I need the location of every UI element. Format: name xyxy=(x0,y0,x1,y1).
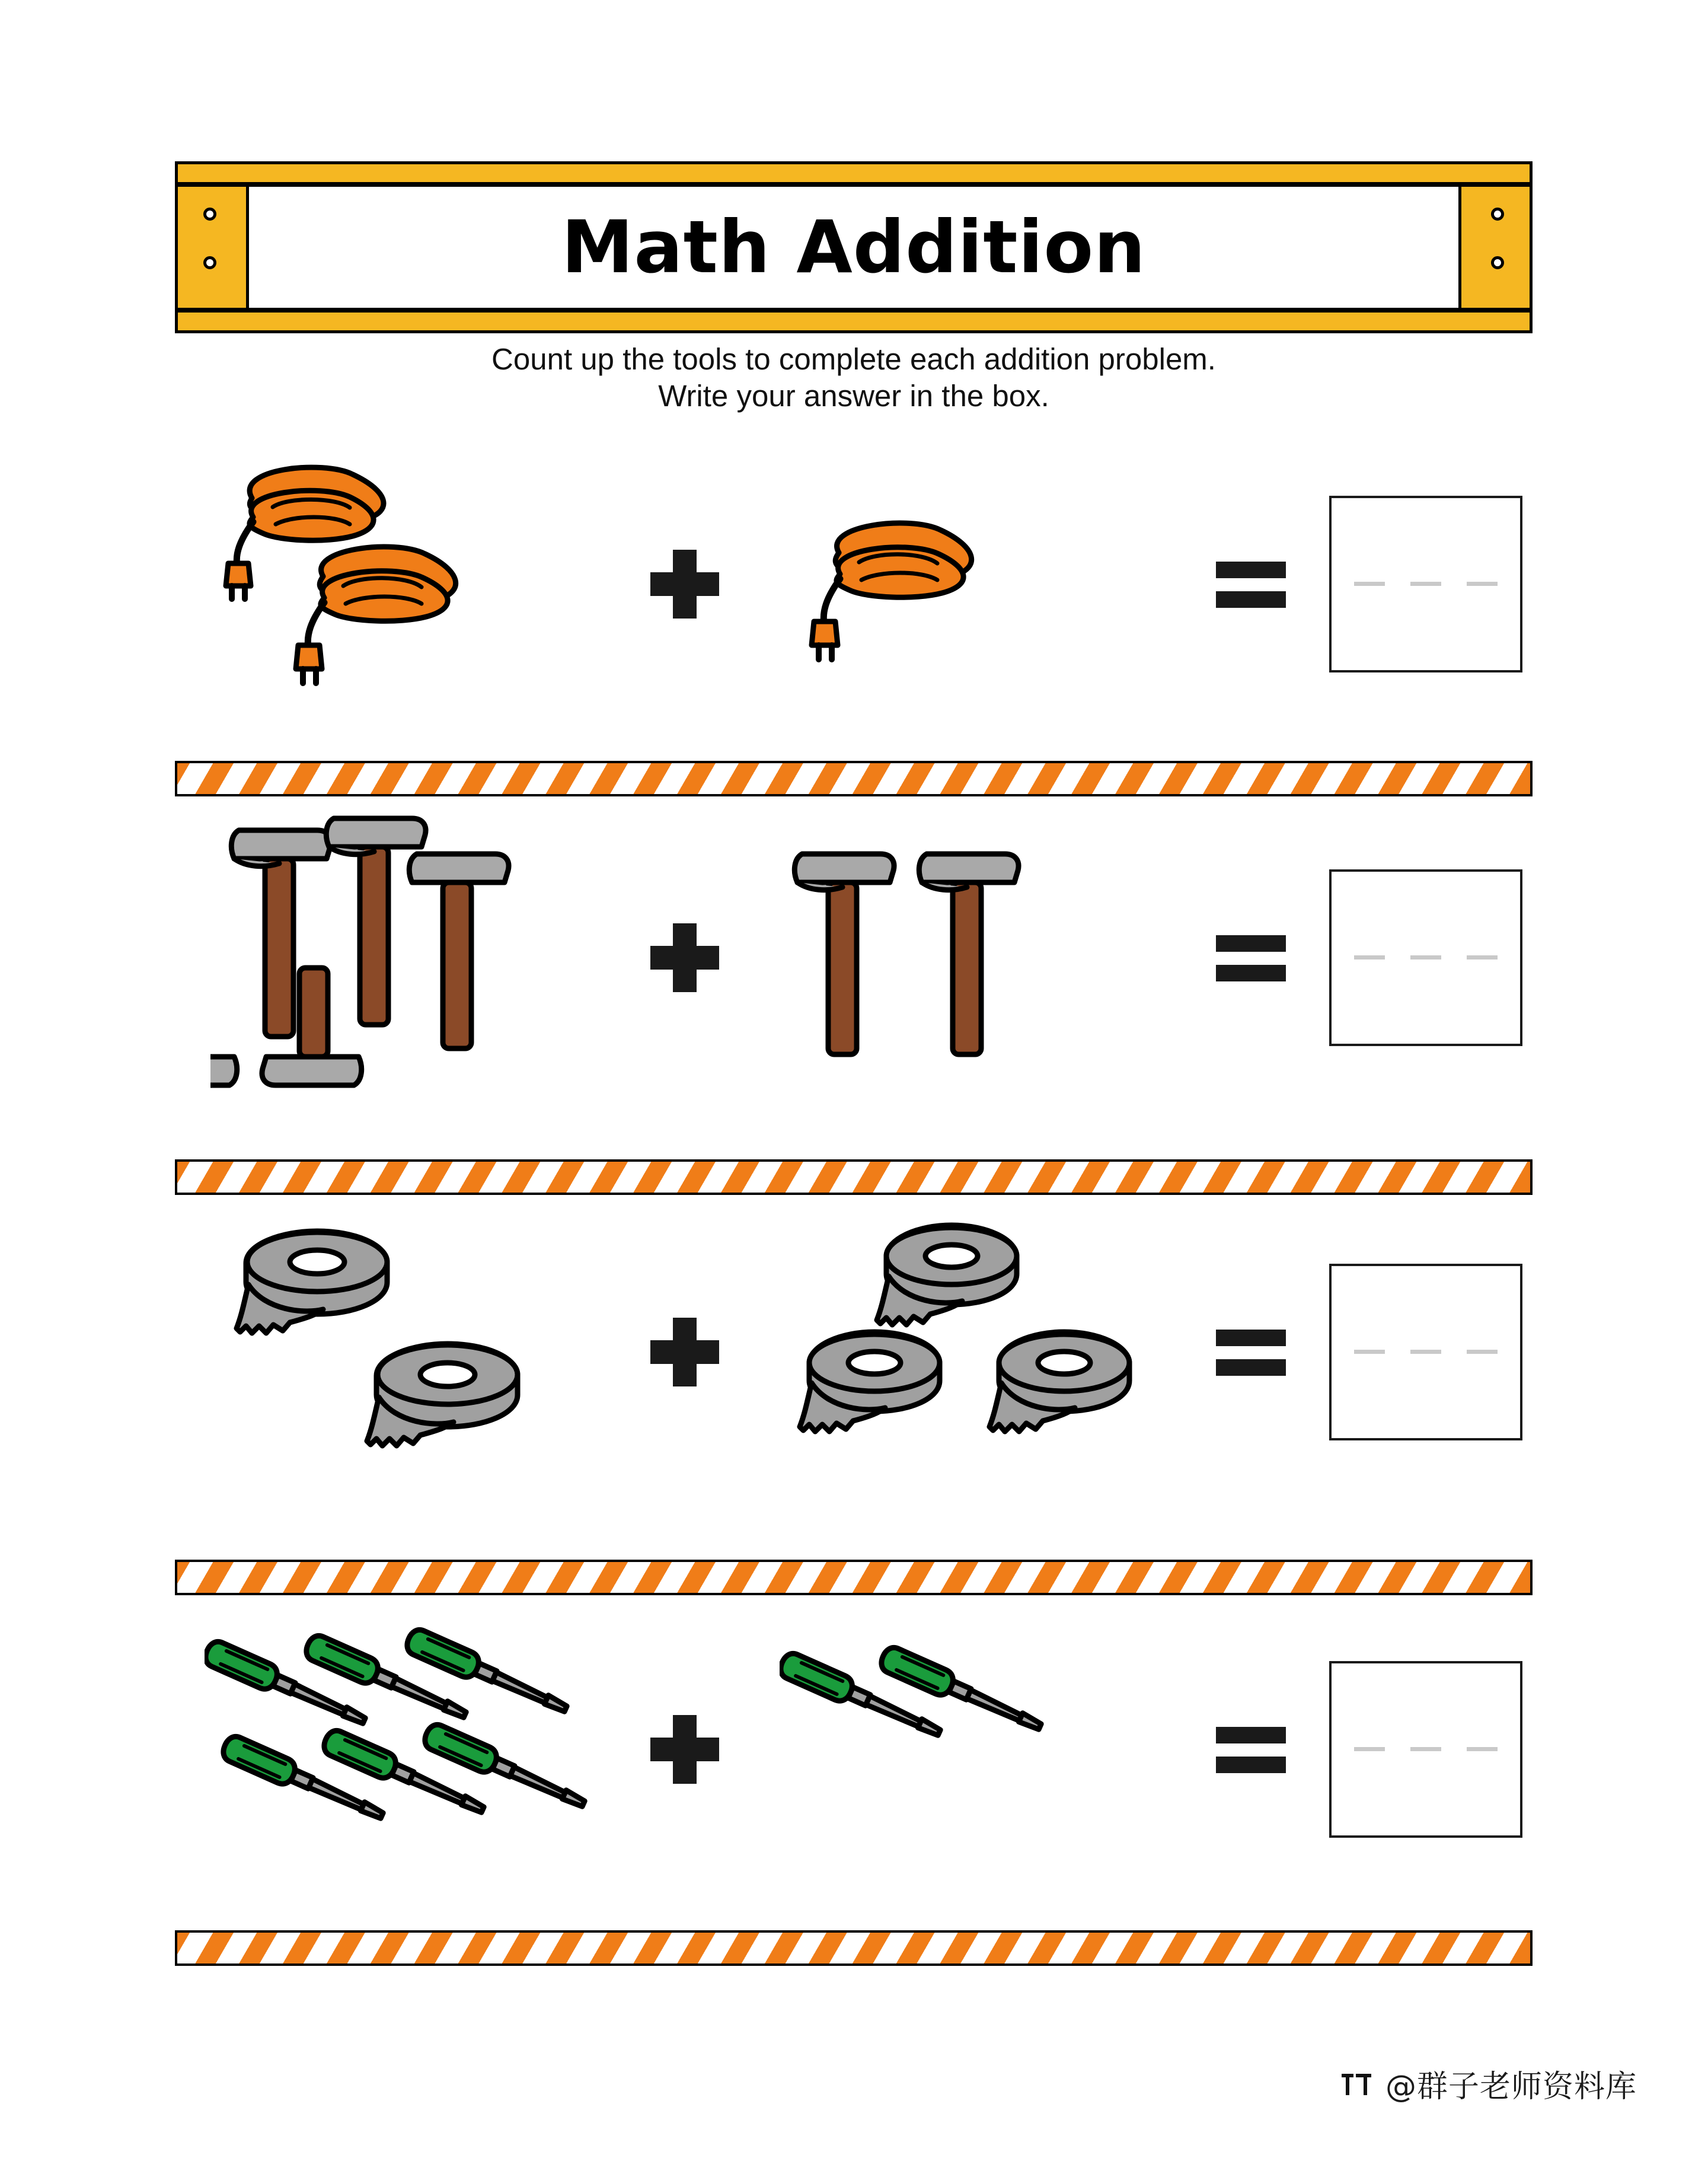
problem-2-right-items xyxy=(744,807,1183,1109)
hammer-group-right xyxy=(774,836,1082,1085)
equals-icon xyxy=(1216,1326,1286,1378)
answer-guide-dashes xyxy=(1354,1350,1498,1354)
watermark xyxy=(1338,2061,1637,2106)
problem-4-left-items xyxy=(175,1601,625,1898)
problem-2-answer-area xyxy=(1319,807,1533,1109)
problem-3-left-items xyxy=(175,1204,625,1500)
hazard-divider-4 xyxy=(175,1930,1533,1966)
problem-4-right-items xyxy=(744,1601,1183,1898)
extension-cord-group-left xyxy=(210,457,625,718)
plus-icon xyxy=(650,1318,719,1386)
plus-icon xyxy=(650,1715,719,1784)
banner-top-bar xyxy=(175,161,1533,185)
tape-roll-group-right xyxy=(756,1216,1171,1494)
answer-box[interactable] xyxy=(1329,1661,1522,1838)
problem-row-3 xyxy=(175,1204,1533,1500)
plus-icon xyxy=(650,550,719,619)
hazard-divider-2 xyxy=(175,1159,1533,1195)
plus-icon xyxy=(650,923,719,992)
screw-icon xyxy=(1491,208,1504,221)
equals-icon xyxy=(1216,1723,1286,1776)
answer-box[interactable] xyxy=(1329,869,1522,1046)
banner-bottom-bar xyxy=(175,310,1533,333)
hazard-divider-1 xyxy=(175,761,1533,796)
equals-icon xyxy=(1216,932,1286,984)
problem-3-right-items xyxy=(744,1204,1183,1500)
problem-row-1 xyxy=(175,451,1533,718)
screw-icon xyxy=(203,208,216,221)
hammer-group-left xyxy=(210,812,637,1109)
answer-guide-dashes xyxy=(1354,955,1498,960)
problem-1-equals xyxy=(1183,451,1319,718)
hazard-divider-3 xyxy=(175,1560,1533,1595)
problem-1-answer-area xyxy=(1319,451,1533,718)
page-title: Math Addition xyxy=(561,205,1147,289)
problem-1-operator xyxy=(625,451,744,718)
instructions xyxy=(175,341,1533,415)
watermark-text: @群子老师资料库 xyxy=(1385,2069,1637,2105)
problem-row-4 xyxy=(175,1601,1533,1898)
answer-box[interactable] xyxy=(1329,1264,1522,1440)
instructions-line-1: Count up the tools to complete each addition problem. xyxy=(491,342,1216,376)
problem-1-right-items xyxy=(744,451,1183,718)
problem-4-equals xyxy=(1183,1601,1319,1898)
extension-cord-group-right xyxy=(780,504,1088,682)
tape-roll-group-left xyxy=(216,1222,596,1494)
title-banner xyxy=(175,161,1533,333)
answer-guide-dashes xyxy=(1354,1747,1498,1752)
problem-2-left-items xyxy=(175,807,625,1109)
problem-3-operator xyxy=(625,1204,744,1500)
problem-4-answer-area xyxy=(1319,1601,1533,1898)
screw-icon xyxy=(1491,256,1504,269)
answer-box[interactable] xyxy=(1329,496,1522,672)
screw-icon xyxy=(203,256,216,269)
problem-2-operator xyxy=(625,807,744,1109)
screwdriver-group-left xyxy=(205,1619,620,1880)
problem-1-left-items xyxy=(175,451,625,718)
problem-3-answer-area xyxy=(1319,1204,1533,1500)
problem-2-equals xyxy=(1183,807,1319,1109)
banner-plate xyxy=(246,184,1461,311)
problem-4-operator xyxy=(625,1601,744,1898)
toutiao-logo-icon xyxy=(1338,2065,1375,2102)
problem-row-2 xyxy=(175,807,1533,1109)
instructions-line-2: Write your answer in the box. xyxy=(658,379,1049,413)
answer-guide-dashes xyxy=(1354,582,1498,586)
problem-3-equals xyxy=(1183,1204,1319,1500)
equals-icon xyxy=(1216,558,1286,610)
screwdriver-group-right xyxy=(780,1637,1076,1850)
